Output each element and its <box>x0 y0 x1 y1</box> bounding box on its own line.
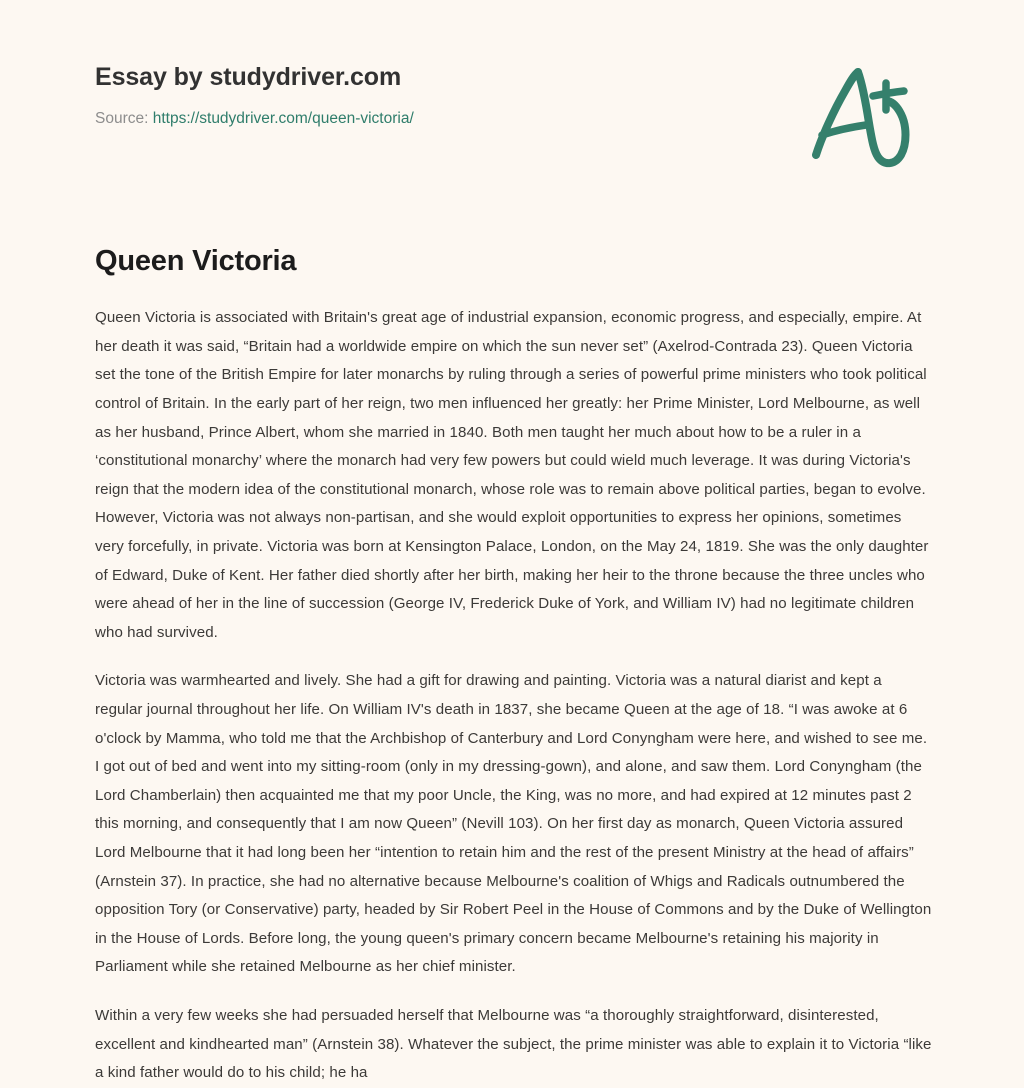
article-paragraph: Queen Victoria is associated with Britain's great age of industrial expansion, economic progress, and especially, empire. At her death it was said, “Britain had a worldwide empire on which the sun never set” (Axelrod-Contrada 23). Queen Victoria set the tone of the British Empire for later monarchs by ruling through a series of powerful prime ministers who took political control of Britain. In the early part of her reign, two men influenced her greatly: her Prime Minister, Lord Melbourne, as well as her husband, Prince Albert, whom she married in 1840. Both men taught her much about how to be a ruler in a ‘constitutional monarchy’ where the monarch had very few powers but could wield much leverage. It was during Victoria's reign that the modern idea of the constitutional monarch, whose role was to remain above political parties, began to evolve. However, Victoria was not always non-partisan, and she would exploit opportunities to express her opinions, sometimes very forcefully, in private. Victoria was born at Kensington Palace, London, on the May 24, 1819. She was the only daughter of Edward, Duke of Kent. Her father died shortly after her birth, making her heir to the throne because the three uncles who were ahead of her in the line of succession (George IV, Frederick Duke of York, and William IV) had no legitimate children who had survived. <box>95 309 929 641</box>
brand-title: Essay by studydriver.com <box>95 63 402 91</box>
article <box>95 243 933 1088</box>
article-body <box>95 279 933 1087</box>
article-paragraph: Within a very few weeks she had persuaded herself that Melbourne was “a thoroughly straightforward, disinterested, excellent and kindhearted man” (Arnstein 38). Whatever the subject, the prime minister was able to explain it to Victoria “like a kind father would do to his child; he ha <box>95 1006 932 1082</box>
document-header <box>0 0 1024 200</box>
a-plus-logo[interactable] <box>800 58 930 170</box>
page-title: Queen Victoria <box>95 245 297 277</box>
source-label: Source: <box>95 110 149 127</box>
source-line <box>95 92 715 129</box>
article-paragraph: Victoria was warmhearted and lively. She had a gift for drawing and painting. Victoria was a natural diarist and kept a regular journal throughout her life. On William IV's death in 1837, she became Queen at the age of 18. “I was awoke at 6 o'clock by Mamma, who told me that the Archbishop of Canterbury and Lord Conyngham were here, and wished to see me. I got out of bed and went into my sitting-room (only in my dressing-gown), and alone, and saw them. Lord Conyngham (the Lord Chamberlain) then acquainted me that my poor Uncle, the King, was no more, and had expired at 12 minutes past 2 this morning, and consequently that I am now Queen” (Nevill 103). On her first day as monarch, Queen Victoria assured Lord Melbourne that it had long been her “intention to retain him and the rest of the present Ministry at the head of affairs” (Arnstein 37). In practice, she had no alternative because Melbourne's coalition of Whigs and Radicals outnumbered the opposition Tory (or Conservative) party, headed by Sir Robert Peel in the House of Commons and by the Duke of Wellington in the House of Lords. Before long, the young queen's primary concern became Melbourne's retaining his majority in Parliament while she retained Melbourne as her chief minister. <box>95 672 932 976</box>
header-text-block <box>95 62 715 129</box>
source-url-link[interactable]: https://studydriver.com/queen-victoria/ <box>152 110 414 127</box>
